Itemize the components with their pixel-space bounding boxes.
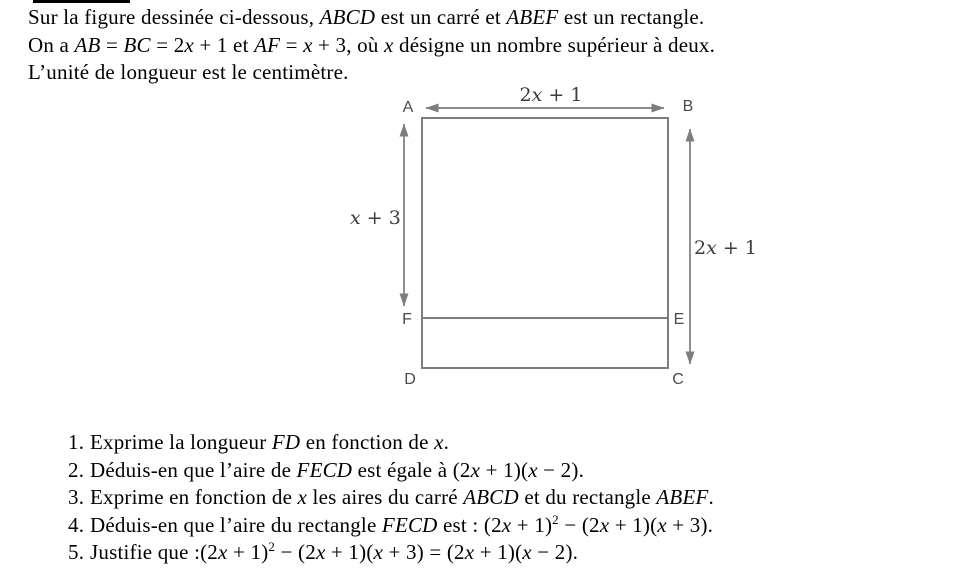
intro-line-1: Sur la figure dessinée ci-dessous, ABCD est un carré et ABEF est un rectangle. [28, 5, 705, 29]
question-number: 4. [68, 512, 85, 537]
question-number: 3. [68, 485, 85, 510]
question-number: 1. [68, 430, 85, 454]
point-label-c: C [672, 371, 684, 388]
question-text: Déduis-en que l’aire du rectangle FECD est : $(2x + 1)^2 - (2x + 1)(x + 3)$. [90, 511, 714, 537]
intro-paragraph [28, 4, 948, 87]
geometry-figure [350, 83, 762, 395]
question-text: Déduis-en que l’aire de FECD est égale à (2x + 1)(x − 2). [90, 457, 585, 482]
dimension-label-ab: 2x + 1 [519, 84, 583, 106]
top-rule [33, 0, 130, 3]
question-text: Justifie que :(2x + 1)$^2$ − (2x + 1)(x + 3) = (2x + 1)(x − 2). [90, 539, 579, 565]
square-abcd [422, 118, 668, 368]
point-label-d: D [404, 371, 416, 388]
point-label-a: A [402, 99, 414, 116]
question-item-2 [68, 457, 948, 485]
question-list [68, 429, 948, 567]
question-item-3 [68, 484, 948, 512]
question-number: 5. [68, 540, 85, 565]
question-number: 2. [68, 457, 85, 482]
question-item-1 [68, 429, 948, 457]
intro-line-3: L’unité de longueur est le centimètre. [28, 60, 349, 84]
dimension-label-bc: 2x + 1 [694, 237, 757, 259]
intro-line-2: On a AB = BC = 2x + 1 et AF = x + 3, où x désigne un nombre supérieur à deux. [28, 32, 716, 57]
dimension-label-af: x + 3 [350, 207, 401, 229]
question-text: Exprime en fonction de x les aires du carré ABCD et du rectangle ABEF. [90, 485, 714, 510]
question-item-4 [68, 512, 948, 540]
point-label-e: E [673, 311, 685, 328]
point-label-f: F [402, 311, 412, 328]
question-text: Exprime la longueur FD en fonction de x. [90, 430, 450, 454]
point-label-b: B [682, 98, 694, 115]
question-item-5 [68, 539, 948, 567]
